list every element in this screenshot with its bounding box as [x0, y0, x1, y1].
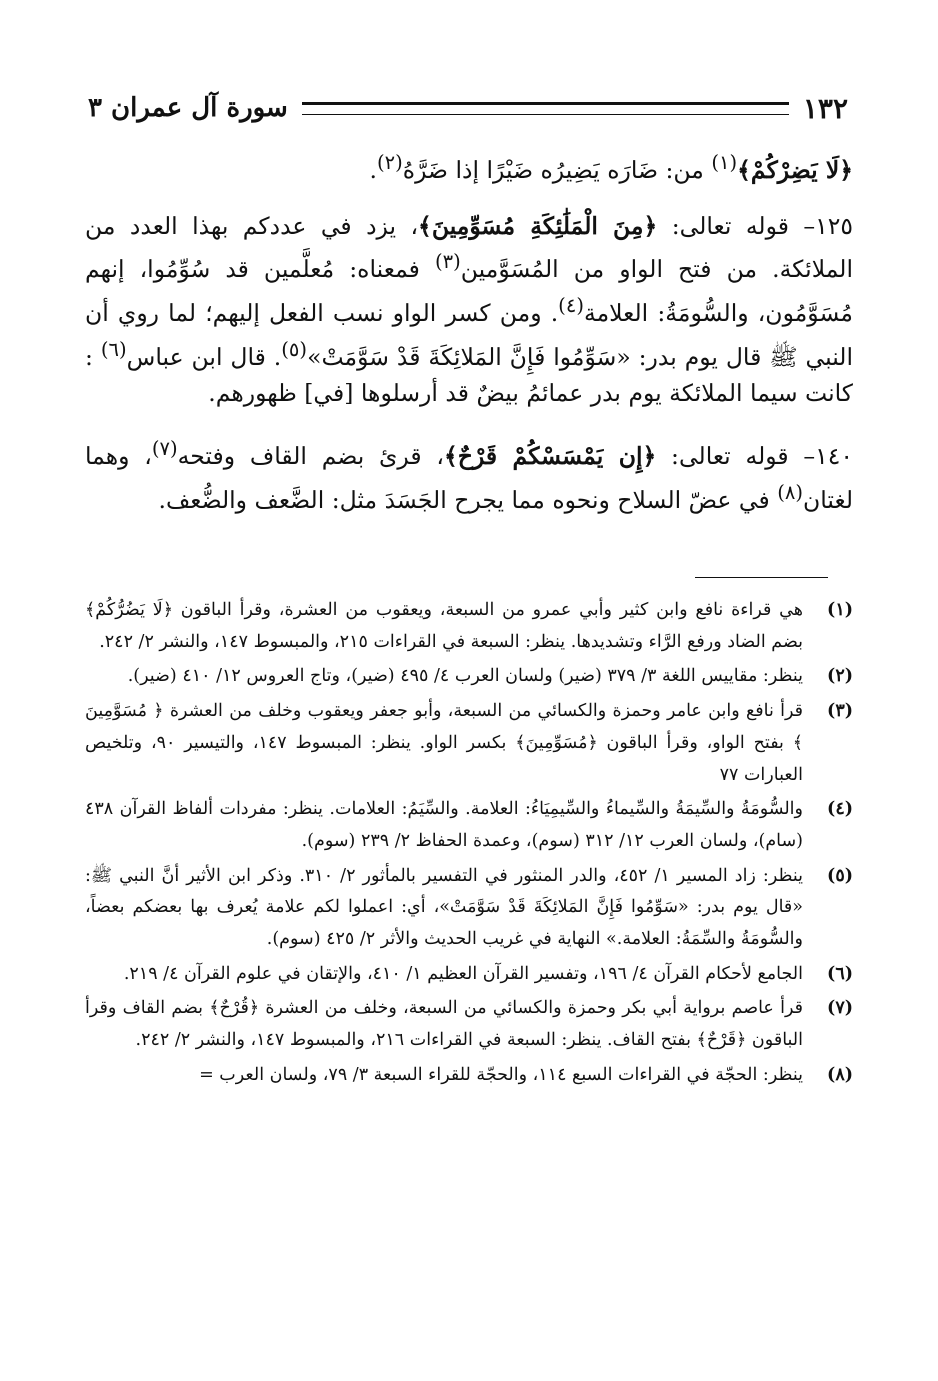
footnote-number: (٥) — [827, 865, 853, 886]
paragraph-intro — [85, 145, 853, 189]
running-header — [88, 88, 848, 128]
footnote-text: قرأ عاصم برواية أبي بكر وحمزة والكسائي من السبعة، وخلف من العشرة ﴿قُرْحٌ﴾ بضم القاف وقرأ الباقون ﴿قَرْحٌ﴾ بفتح القاف. ينظر: السبعة في القراءات ٢١٦، والمبسوط ١٤٧، والنشر ٢/ ٢٤٢. — [85, 998, 803, 1051]
paragraph-text: ، وهما لغتان — [85, 441, 853, 514]
surah-title: سورة آل عمران ٣ — [88, 93, 288, 123]
footnote-text: الجامع لأحكام القرآن ٤/ ١٩٦، وتفسير القرآن العظيم ١/ ٤١٠، والإتقان في علوم القرآن ٤/ ٢١٩. — [123, 963, 803, 984]
paragraph-125 — [85, 208, 853, 412]
paragraph-text: ، قرئ بضم القاف وفتحه — [177, 441, 444, 470]
verse-lead: ١٤٠– قوله تعالى: — [656, 441, 853, 470]
paragraph-text: : كانت سيما الملائكة يوم بدر عمائمُ بيضٌ قد أرسلوها [في] ظهورهم. — [85, 342, 853, 408]
footnote-7 — [85, 993, 853, 1056]
footnote-1 — [85, 595, 853, 658]
footnote-ref: (٢) — [376, 151, 403, 174]
footnote-ref: (٦) — [100, 337, 127, 361]
paragraph-text: ، يزد في عددكم بهذا العدد من الملائكة. من فتح الواو من المُسَوَّمين — [85, 211, 853, 284]
quran-quote: ﴿إِن يَمْسَسْكُمْ قَرْحٌ﴾ — [443, 441, 657, 470]
footnote-3 — [85, 696, 853, 791]
page-number: ١٣٢ — [802, 91, 848, 125]
footnote-ref: (٧) — [151, 437, 178, 461]
footnote-2 — [85, 661, 853, 693]
paragraph-text: . قال ابن عباس — [126, 342, 282, 371]
footnote-8 — [85, 1060, 853, 1092]
footnote-ref: (٣) — [434, 250, 461, 274]
footnote-5 — [85, 861, 853, 956]
main-text — [85, 145, 853, 518]
paragraph-text: فمعناه: مُعلَّمين قد سُوِّمُوا، إنهم مُسَوَّمُون، والسُّومَةُ: العلامة — [85, 255, 853, 327]
footnote-text: قرأ نافع وابن عامر وحمزة والكسائي من السبعة، وأبو جعفر ويعقوب وخلف من العشرة ﴿ مُسَوَّمِينَ ﴾ بفتح الواو، وقرأ الباقون ﴿مُسَوِّمِينَ﴾ بكسر الواو. ينظر: المبسوط ١٤٧، والتيسير ٩٠، وتلخيص العبارات ٧٧ — [85, 701, 804, 785]
footnote-ref: (٤) — [558, 294, 584, 318]
footnote-4 — [85, 794, 853, 857]
footnote-number: (٨) — [827, 1064, 853, 1085]
footnote-number: (٢) — [827, 666, 853, 687]
verse-lead: ١٢٥– قوله تعالى: — [657, 211, 853, 240]
footnote-ref: (٨) — [777, 480, 803, 504]
paragraph-text: . ومن كسر الواو نسب الفعل إليهم؛ لما روي أن النبي ﷺ قال يوم بدر: «سَوِّمُوا فَإِنَّ المَلائِكَةَ قَدْ سَوَّمَتْ» — [85, 298, 853, 371]
footnote-separator — [695, 577, 828, 578]
footnote-text: ينظر: مقاييس اللغة ٣/ ٣٧٩ (ضير) ولسان العرب ٤/ ٤٩٥ (ضير)، وتاج العروس ١٢/ ٤١٠ (ضير). — [127, 666, 803, 687]
paragraph-text: من: ضَارَه يَضِيرُه ضَيْرًا إذا ضَرَّهُ — [402, 155, 712, 184]
quran-quote: ﴿لَا يَضِرْكُمْ﴾ — [737, 155, 853, 184]
footnote-text: ينظر: زاد المسير ١/ ٤٥٢، والدر المنثور في التفسير بالمأثور ٢/ ٣١٠. وذكر ابن الأثير أنَّ النبي ﷺ: «قال يوم بدر: «سَوِّمُوا فَإِنَّ المَلائِكَةَ قَدْ سَوَّمَتْ»، أي: اعملوا لكم علامة يُعرف بها بعضكم بعضاً، والسُّومَةُ والسِّمَةُ: العلامة.» النهاية في غريب الحديث والأثر ٢/ ٤٢٥ (سوم). — [85, 865, 803, 950]
paragraph-140 — [85, 431, 853, 518]
footnote-number: (٧) — [827, 998, 853, 1019]
footnote-number: (٦) — [827, 963, 853, 984]
footnote-text: ينظر: الحجّة في القراءات السبع ١١٤، والحجّة للقراء السبعة ٣/ ٧٩، ولسان العرب = — [199, 1064, 803, 1085]
footnote-number: (١) — [827, 600, 853, 620]
footnotes — [85, 595, 853, 1095]
footnote-text: والسُّومَةُ والسِّيمَةُ والسِّيماءُ والسِّيمِيَاءُ: العلامة. والسِّيَمُ: العلامات. ينظر: مفردات ألفاظ القرآن ٤٣٨ (سام)، ولسان العرب ١٢/ ٣١٢ (سوم)، وعمدة الحفاظ ٢/ ٢٣٩ (سوم). — [85, 799, 803, 851]
quran-quote: ﴿مِنَ الْمَلَٰئِكَةِ مُسَوِّمِينَ﴾ — [418, 211, 658, 240]
paragraph-text: في عضّ السلاح ونحوه مما يجرح الجَسَدَ مثل: الضَّعف والضُّعف. — [158, 485, 778, 514]
footnote-6 — [85, 959, 853, 991]
footnote-ref: (١) — [711, 151, 738, 174]
footnote-number: (٣) — [827, 701, 853, 722]
footnote-ref: (٥) — [281, 337, 308, 361]
header-double-rule — [302, 102, 789, 115]
footnote-number: (٤) — [827, 799, 853, 820]
footnote-text: هي قراءة نافع وابن كثير وأبي عمرو من السبعة، ويعقوب من العشرة، وقرأ الباقون ﴿لَا يَضُرُّكُمْ﴾ بضم الضاد ورفع الرَّاء وتشديدها. ينظر: السبعة في القراءات ٢١٥، والمبسوط ١٤٧، والنشر ٢/ ٢٤٢. — [85, 600, 803, 652]
paragraph-text: . — [369, 155, 377, 184]
